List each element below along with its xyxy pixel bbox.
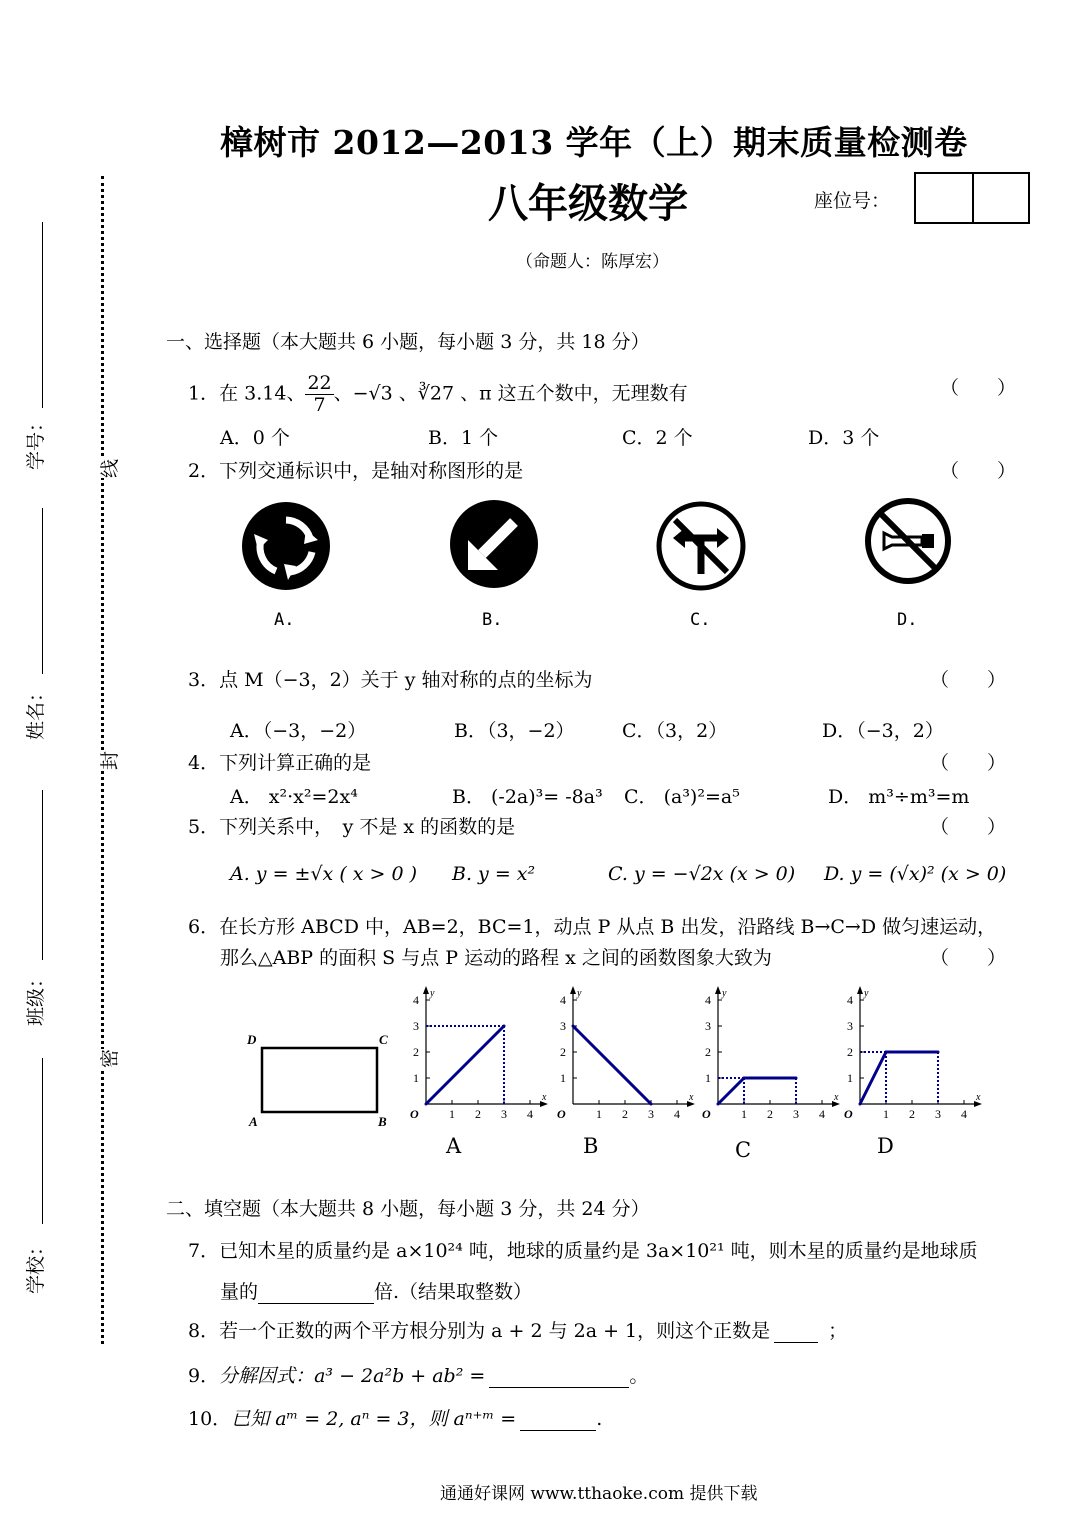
y-axis-label: y	[722, 988, 727, 999]
x-tick-label: 4	[674, 1107, 680, 1121]
q1-option-a[interactable]: A．0 个	[220, 427, 290, 449]
q1-stem	[188, 373, 688, 416]
field-label-school: 学校：	[25, 1236, 47, 1294]
q1-frac-num: 22	[307, 372, 332, 394]
rect-label-a: A	[249, 1114, 258, 1129]
q9-answer-blank[interactable]	[489, 1365, 629, 1388]
x-tick-label: 1	[449, 1107, 455, 1121]
section1-heading: 一、选择题（本大题共 6 小题，每小题 3 分，共 18 分）	[166, 331, 650, 353]
x-tick-label: 3	[501, 1107, 507, 1121]
seat-cell-1[interactable]	[916, 174, 972, 222]
q4-option-d[interactable]: D． m³÷m³=m	[828, 786, 970, 808]
y-axis-label: y	[864, 988, 869, 999]
footer-source: 通通好课网 www.tthaoke.com 提供下载	[440, 1484, 758, 1504]
q5-answer-paren[interactable]: （ ）	[930, 816, 1007, 838]
data-point	[425, 1103, 428, 1106]
data-point	[743, 1077, 746, 1080]
x-tick-label: 2	[767, 1107, 773, 1121]
y-axis-arrow	[570, 986, 576, 994]
y-tick-label: 1	[847, 1071, 853, 1085]
section2-heading: 二、填空题（本大题共 8 小题，每小题 3 分，共 24 分）	[166, 1198, 650, 1220]
y-tick-label: 3	[413, 1019, 419, 1033]
seat-number-box[interactable]	[914, 172, 1030, 224]
data-point	[885, 1051, 888, 1054]
no-honking-sign-icon[interactable]	[864, 497, 952, 585]
y-tick-label: 4	[705, 993, 711, 1007]
q9-number: 9．	[188, 1365, 220, 1387]
field-line-class[interactable]	[42, 790, 43, 960]
binding-mark-line: 线	[95, 459, 122, 478]
q6-line1: 在长方形 ABCD 中，AB=2，BC=1，动点 P 从点 B 出发，沿路线 B→C→D 做匀速运动，	[219, 916, 997, 938]
q5-option-d[interactable]: D. y = (√x)² (x > 0)	[824, 863, 1007, 885]
q7-line1	[188, 1236, 978, 1263]
y-tick-label: 2	[413, 1045, 419, 1059]
y-tick-label: 3	[847, 1019, 853, 1033]
q1-rest: 、−√3 、∛27 、π 这五个数中，无理数有	[333, 382, 688, 405]
rect-label-d: D	[247, 1032, 257, 1047]
x-tick-label: 1	[883, 1107, 889, 1121]
seat-number-label: 座位号：	[814, 190, 891, 212]
seat-cell-2[interactable]	[972, 174, 1030, 222]
x-tick-label: 3	[648, 1107, 654, 1121]
q3-option-b[interactable]: B．（3，−2）	[454, 720, 575, 742]
binding-mark-secret: 密	[95, 1049, 122, 1068]
q2-text: 下列交通标识中，是轴对称图形的是	[219, 460, 524, 482]
no-left-right-turn-sign-icon[interactable]	[655, 500, 747, 592]
origin-label: O	[410, 1107, 419, 1121]
series-line	[860, 1052, 938, 1104]
q1-option-d[interactable]: D．3 个	[808, 427, 880, 449]
sign-label-a[interactable]: A.	[274, 610, 295, 630]
q7-line2	[220, 1277, 532, 1304]
q1-option-b[interactable]: B．1 个	[428, 427, 499, 449]
q3-option-a[interactable]: A．（−3，−2）	[230, 720, 367, 742]
series-line	[573, 1026, 651, 1104]
q1-prefix: 在 3.14、	[219, 382, 306, 405]
q10-stem	[188, 1404, 602, 1431]
q4-text: 下列计算正确的是	[219, 752, 372, 774]
y-tick-label: 4	[847, 993, 853, 1007]
exam-subtitle: 八年级数学	[488, 180, 688, 227]
x-axis-label: x	[834, 1092, 839, 1103]
q5-option-b[interactable]: B. y = x²	[452, 863, 536, 885]
q7-number: 7．	[188, 1240, 220, 1262]
rectangle-abcd-figure	[240, 1028, 400, 1134]
origin-label: O	[844, 1107, 853, 1121]
y-axis-label: y	[577, 988, 582, 999]
data-point	[650, 1103, 653, 1106]
graph-label-c[interactable]: C	[735, 1138, 752, 1162]
q1-fraction	[305, 373, 333, 416]
y-axis-arrow	[423, 986, 429, 994]
x-tick-label: 3	[935, 1107, 941, 1121]
rectangle-shape	[262, 1048, 377, 1112]
q10-answer-blank[interactable]	[520, 1408, 596, 1431]
q1-number: 1．	[188, 382, 220, 405]
y-axis-label: y	[430, 988, 435, 999]
q5-stem	[188, 812, 515, 839]
q3-answer-paren[interactable]: （ ）	[930, 669, 1007, 691]
q6-number: 6．	[188, 916, 220, 938]
x-tick-label: 4	[819, 1107, 825, 1121]
origin-label: O	[702, 1107, 711, 1121]
y-tick-label: 2	[847, 1045, 853, 1059]
q7-text-line2-a: 量的	[220, 1281, 259, 1303]
y-tick-label: 4	[413, 993, 419, 1007]
field-line-student-id[interactable]	[42, 222, 43, 408]
x-axis-label: x	[542, 1092, 547, 1103]
q4-answer-paren[interactable]: （ ）	[930, 752, 1007, 774]
x-tick-label: 4	[961, 1107, 967, 1121]
sign-label-b[interactable]: B.	[482, 610, 503, 630]
rect-label-c: C	[379, 1032, 388, 1047]
data-point	[937, 1051, 940, 1054]
q4-option-a[interactable]: A． x²·x²=2x⁴	[230, 786, 358, 808]
x-tick-label: 3	[793, 1107, 799, 1121]
q8-tail: ；	[828, 1320, 848, 1342]
y-tick-label: 3	[560, 1019, 566, 1033]
q5-option-c[interactable]: C. y = −√2x (x > 0)	[608, 863, 796, 885]
x-tick-label: 2	[909, 1107, 915, 1121]
keep-left-arrow-sign-icon[interactable]	[448, 498, 540, 590]
field-label-name: 姓名：	[25, 682, 47, 740]
data-point	[572, 1025, 575, 1028]
x-tick-label: 2	[622, 1107, 628, 1121]
q6-answer-paren[interactable]: （ ）	[930, 947, 1007, 969]
data-point	[859, 1103, 862, 1106]
q1-frac-den: 7	[313, 393, 326, 416]
q10-tail: .	[596, 1408, 603, 1430]
origin-label: O	[557, 1107, 566, 1121]
q8-number: 8．	[188, 1320, 220, 1342]
graph-c[interactable]	[690, 986, 838, 1126]
q4-stem	[188, 748, 371, 775]
q9-text: 分解因式：a³ − 2a²b + ab² =	[219, 1365, 486, 1387]
graph-label-a[interactable]: A	[446, 1134, 462, 1158]
q5-number: 5．	[188, 816, 220, 838]
x-tick-label: 4	[527, 1107, 533, 1121]
field-line-name[interactable]	[42, 508, 43, 674]
q4-option-b[interactable]: B． (-2a)³= -8a³	[452, 786, 603, 808]
graph-a[interactable]	[398, 986, 546, 1126]
q3-number: 3．	[188, 669, 220, 691]
y-tick-label: 3	[705, 1019, 711, 1033]
author-line: （命题人：陈厚宏）	[516, 252, 669, 272]
q2-stem	[188, 456, 523, 483]
y-tick-label: 2	[705, 1045, 711, 1059]
q10-text: 已知 aᵐ = 2, aⁿ = 3，则 aⁿ⁺ᵐ =	[231, 1408, 517, 1430]
series-line	[426, 1026, 504, 1104]
sign-label-c[interactable]: C.	[690, 610, 711, 630]
exam-title: 樟树市 2012—2013 学年（上）期末质量检测卷	[220, 123, 968, 162]
q1-option-c[interactable]: C．2 个	[622, 427, 693, 449]
q9-stem	[188, 1361, 648, 1388]
y-tick-label: 1	[705, 1071, 711, 1085]
data-point	[717, 1103, 720, 1106]
x-tick-label: 1	[741, 1107, 747, 1121]
y-tick-label: 4	[560, 993, 566, 1007]
field-line-school[interactable]	[42, 1058, 43, 1224]
y-tick-label: 1	[560, 1071, 566, 1085]
q8-answer-blank[interactable]	[774, 1320, 818, 1343]
q7-answer-blank[interactable]	[258, 1281, 374, 1304]
q2-answer-paren[interactable]: （ ）	[940, 460, 1017, 482]
q4-option-c[interactable]: C． (a³)²=a⁵	[624, 786, 740, 808]
q5-text: 下列关系中， y 不是 x 的函数的是	[219, 816, 516, 838]
q10-number: 10．	[188, 1408, 232, 1430]
graph-label-d[interactable]: D	[877, 1134, 894, 1158]
y-axis-arrow	[857, 986, 863, 994]
q3-text: 点 M（−3，2）关于 y 轴对称的点的坐标为	[219, 669, 593, 691]
q3-option-c[interactable]: C．（3，2）	[622, 720, 728, 742]
x-tick-label: 2	[475, 1107, 481, 1121]
series-line	[718, 1078, 796, 1104]
q8-text: 若一个正数的两个平方根分别为 a + 2 与 2a + 1，则这个正数是	[219, 1320, 771, 1342]
q3-option-d[interactable]: D．（−3，2）	[822, 720, 944, 742]
q6-stem-line2: 那么△ABP 的面积 S 与点 P 运动的路程 x 之间的函数图象大致为	[220, 947, 772, 969]
field-label-class: 班级：	[25, 968, 47, 1026]
x-axis-label: x	[976, 1092, 981, 1103]
x-axis-label: x	[689, 1092, 694, 1103]
graph-label-b[interactable]: B	[583, 1134, 599, 1158]
data-point	[795, 1077, 798, 1080]
q4-number: 4．	[188, 752, 220, 774]
q7-text-line1: 已知木星的质量约是 a×10²⁴ 吨，地球的质量约是 3a×10²¹ 吨，则木星的质量约是地球质	[219, 1240, 978, 1262]
graph-d[interactable]	[832, 986, 980, 1126]
q8-stem	[188, 1316, 847, 1343]
q5-option-a[interactable]: A. y = ±√x ( x > 0 )	[230, 863, 418, 885]
roundabout-sign-icon[interactable]	[240, 500, 332, 592]
graph-b[interactable]	[545, 986, 693, 1126]
rect-label-b: B	[378, 1114, 387, 1129]
x-tick-label: 1	[596, 1107, 602, 1121]
binding-mark-seal: 封	[95, 751, 122, 770]
y-tick-label: 1	[413, 1071, 419, 1085]
y-axis-arrow	[715, 986, 721, 994]
q7-text-line2-b: 倍.（结果取整数）	[374, 1281, 533, 1303]
q6-stem-line1	[188, 912, 996, 939]
sign-label-d[interactable]: D.	[897, 610, 918, 630]
data-point	[503, 1025, 506, 1028]
q3-stem	[188, 665, 593, 692]
q2-number: 2．	[188, 460, 220, 482]
q1-answer-paren[interactable]: （ ）	[940, 377, 1017, 399]
y-tick-label: 2	[560, 1045, 566, 1059]
field-label-student-id: 学号：	[25, 412, 47, 470]
q9-tail: 。	[629, 1365, 649, 1387]
